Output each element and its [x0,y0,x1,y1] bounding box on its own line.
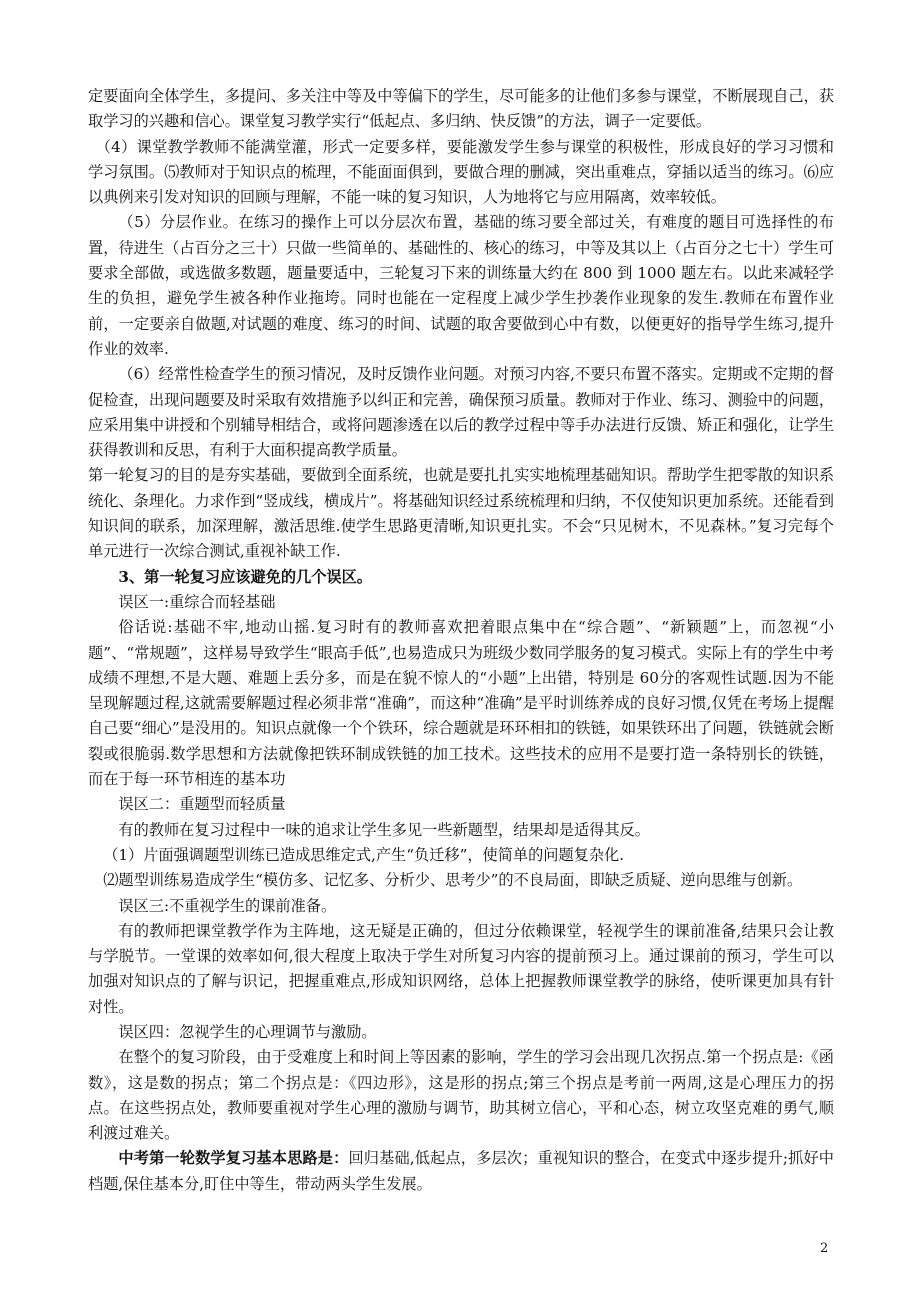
misconception-1-body: 俗话说:基础不牢,地动山摇.复习时有的教师喜欢把着眼点集中在“综合题”、“新颖题”上，而忽视“小题”、“常规题”，这样易导致学生“眼高手低”,也易造成只为班级少数同学服务的复习模式。实际上有的学生中考成绩不理想,不是大题、难题上丢分多，而是在貌不惊人的“小题”上出错，特别是 60分的客观性试题.因为不能呈现解题过程,这就需要解题过程必须非常“准确”，而这种“准确”是平时训练养成的良好习惯,仅凭在考场上提醒自己要“细心”是没用的。知识点就像一个个铁环，综合题就是环环相扣的铁链，如果铁环出了问题，铁链就会断裂或很脆弱.数学思想和方法就像把铁环制成铁链的加工技术。这些技术的应用不是要打造一条特别长的铁链，而在于每一环节相连的基本功 [88,618,834,789]
basic-approach-lead: 中考第一轮数学复习基本思路是： [118,1149,349,1168]
paragraph-point-6-preview-check: （6）经常性检查学生的预习情况，及时反馈作业问题。对预习内容,不要只布置不落实。定期或不定期的督促检查，出现问题要及时采取有效措施予以纠正和完善，确保预习质量。教师对于作业、练习、测验中的问题，应采用集中讲授和个别辅导相结合，或将问题渗透在以后的教学过程中等手办法进行反馈、矫正和强化，让学生获得教训和反思，有利于大面积提高教学质量。 [88,365,834,460]
paragraph-first-round-purpose: 第一轮复习的目的是夯实基础，要做到全面系统，也就是要扎扎实实地梳理基础知识。帮助学生把零散的知识系统化、条理化。力求作到“竖成线，横成片”。将基础知识经过系统梳理和归纳，不仅使知识更加系统。还能看到知识间的联系，加深理解，激活思维.使学生思路更清晰,知识更扎实。不会“只见树木，不见森林。”复习完每个单元进行一次综合测试,重视补缺工作. [88,466,834,561]
page-number: 2 [820,1241,829,1256]
paragraph-continuation: 定要面向全体学生，多提问、多关注中等及中等偏下的学生，尽可能多的让他们多参与课堂，不断展现自己，获取学习的兴趣和信心。课堂复习教学实行“低起点、多归纳、快反馈”的方法，调子一定要低。 [88,87,834,131]
basic-approach-text: 回归基础,低起点，多层次；重视知识的整合，在变式中逐步提升;抓好中档题,保住基本分,盯住中等生，带动两头学生发展。 [88,1149,834,1193]
paragraph-point-5-layered-homework: （5）分层作业。在练习的操作上可以分层次布置，基础的练习要全部过关，有难度的题目可选择性的布置，待进生（占百分之三十）只做一些简单的、基础性的、核心的练习，中等及其以上（占百分之七十）学生可要求全部做，或选做多数题，题量要适中，三轮复习下来的训练量大约在 800 到 1000 题左右。以此来减轻学生的负担，避免学生被各种作业拖垮。同时也能在一定程度上减少学生抄袭作业现象的发生.教师在布置作业前，一定要亲自做题,对试题的难度、练习的时间、试题的取舍要做到心中有数，以便更好的指导学生练习,提升作业的效率. [88,213,834,358]
misconception-4-body: 在整个的复习阶段，由于受难度上和时间上等因素的影响，学生的学习会出现几次拐点.第一个拐点是:《函数》，这是数的拐点；第二个拐点是：《四边形》，这是形的拐点;第三个拐点是考前一两周,这是心理压力的拐点。在这些拐点处，教师要重视对学生心理的激励与调节，助其树立信心，平和心态，树立攻坚克难的勇气,顺利渡过难关。 [88,1048,834,1143]
misconception-2-point-2: ⑵题型训练易造成学生“模仿多、记忆多、分析少、思考少”的不良局面，即缺乏质疑、逆向思维与创新。 [103,871,803,890]
misconception-4-heading: 误区四：忽视学生的心理调节与激励。 [118,1022,377,1041]
paragraph-basic-approach [88,1146,834,1197]
misconception-2-point-1: （1）片面强调题型训练已造成思维定式,产生“负迁移”，使简单的问题复杂化. [103,845,625,864]
misconception-3-body: 有的教师把课堂教学作为主阵地，这无疑是正确的，但过分依赖课堂，轻视学生的课前准备,结果只会让教与学脱节。一堂课的效率如何,很大程度上取决于学生对所复习内容的提前预习上。通过课前的预习，学生可以加强对知识点的了解与识记，把握重难点,形成知识网络，总体上把握教师课堂教学的脉络，使听课更加具有针对性。 [88,921,834,1016]
misconception-2-intro: 有的教师在复习过程中一味的追求让学生多见一些新题型，结果却是适得其反。 [118,820,650,839]
misconception-3-heading: 误区三:不重视学生的课前准备。 [118,896,337,915]
document-body [88,84,834,1197]
misconception-1-heading: 误区一:重综合而轻基础 [118,592,276,611]
section-heading-misconceptions: 3、第一轮复习应该避免的几个误区。 [118,567,372,586]
misconception-2-heading: 误区二：重题型而轻质量 [118,795,286,814]
paragraph-point-4: （4）课堂教学教师不能满堂灌，形式一定要多样，要能激发学生参与课堂的积极性，形成良好的学习习惯和学习氛围。⑸教师对于知识点的梳理，不能面面俱到，要做合理的删减，突出重难点，穿插以适当的练习。⑹应以典例来引发对知识的回顾与理解，不能一味的复习知识，人为地将它与应用隔离，效率较低。 [88,137,834,207]
